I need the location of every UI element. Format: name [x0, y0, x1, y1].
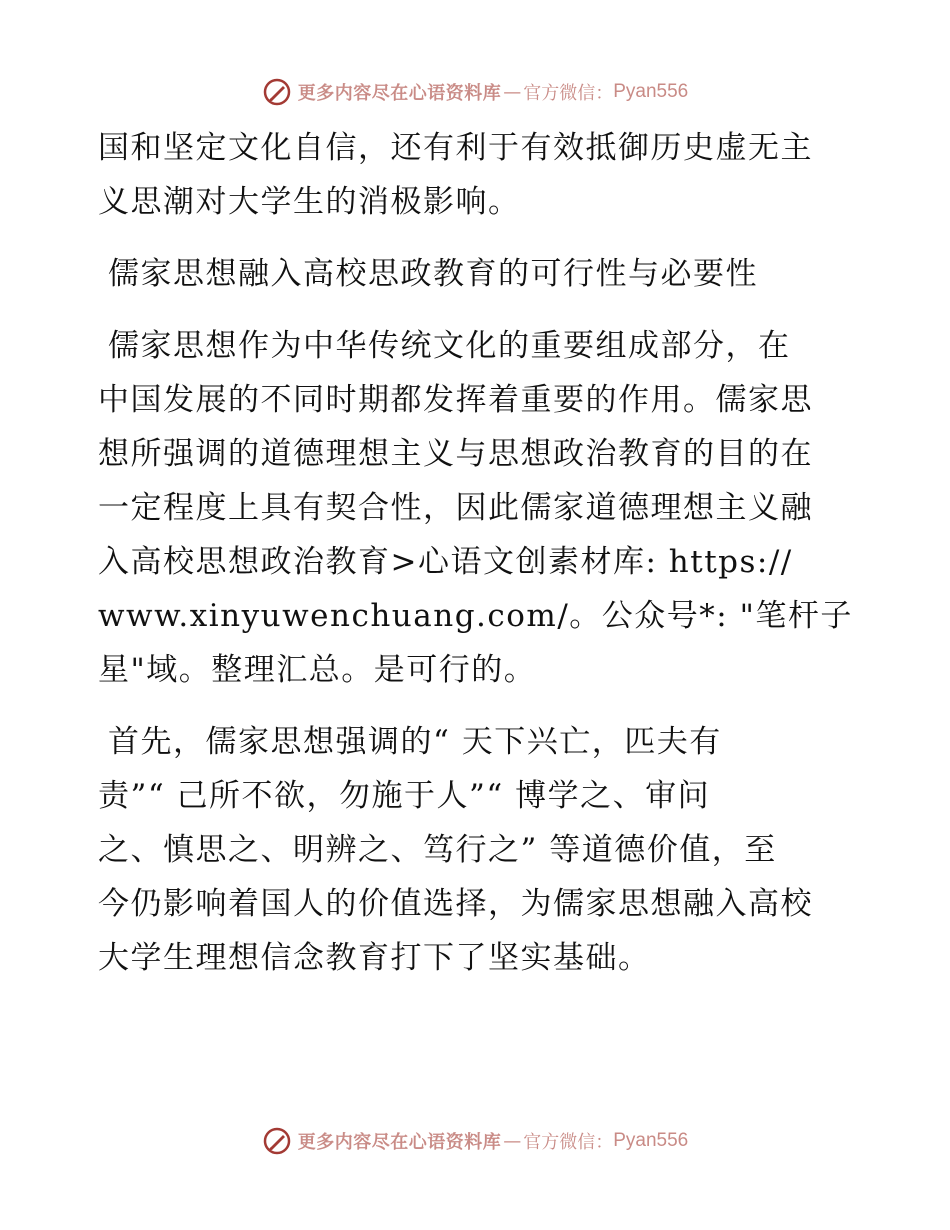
text-line: 责”“ 己所不欲，勿施于人”“ 博学之、审问	[98, 778, 711, 814]
watermark-brand: 更多内容尽在心语资料库	[297, 83, 502, 104]
footer-watermark	[0, 1121, 950, 1161]
text-line: 星"域。整理汇总。是可行的。	[98, 652, 537, 688]
paragraph-2	[98, 319, 858, 697]
text-line: 想所强调的道德理想主义与思想政治教育的目的在	[98, 436, 813, 472]
section-heading	[98, 247, 858, 301]
watermark-label: 官方微信：	[523, 1132, 614, 1153]
watermark-wechat-id: Pyan556	[613, 1130, 689, 1151]
text-line: 中国发展的不同时期都发挥着重要的作用。儒家思	[98, 382, 813, 418]
pen-logo-icon	[262, 1126, 292, 1156]
pen-logo-icon	[262, 77, 292, 107]
paragraph-1	[98, 121, 858, 229]
watermark-label: 官方微信：	[523, 83, 614, 104]
text-line: 义思潮对大学生的消极影响。	[98, 184, 521, 220]
text-line: 国和坚定文化自信，还有利于有效抵御历史虚无主	[98, 130, 813, 166]
text-line: 今仍影响着国人的价值选择，为儒家思想融入高校	[98, 886, 813, 922]
paragraph-3	[98, 715, 858, 985]
header-watermark	[0, 72, 950, 112]
text-line: 大学生理想信念教育打下了坚实基础。	[98, 940, 651, 976]
heading-text: 儒家思想融入高校思政教育的可行性与必要性	[108, 256, 758, 292]
text-line: www.xinyuwenchuang.com/。公众号*: "笔杆子	[98, 598, 853, 634]
document-body	[98, 121, 858, 985]
text-line: 首先，儒家思想强调的“ 天下兴亡，匹夫有	[108, 724, 722, 760]
text-line: 之、慎思之、明辨之、笃行之” 等道德价值，至	[98, 832, 777, 868]
text-line: 儒家思想作为中华传统文化的重要组成部分，在	[108, 328, 791, 364]
watermark-brand: 更多内容尽在心语资料库	[297, 1132, 502, 1153]
text-line: 一定程度上具有契合性，因此儒家道德理想主义融	[98, 490, 813, 526]
watermark-dash: —	[503, 1130, 522, 1152]
watermark-wechat-id: Pyan556	[613, 81, 689, 102]
text-line: 入高校思想政治教育>心语文创素材库: https://	[98, 544, 793, 580]
watermark-dash: —	[503, 81, 522, 103]
